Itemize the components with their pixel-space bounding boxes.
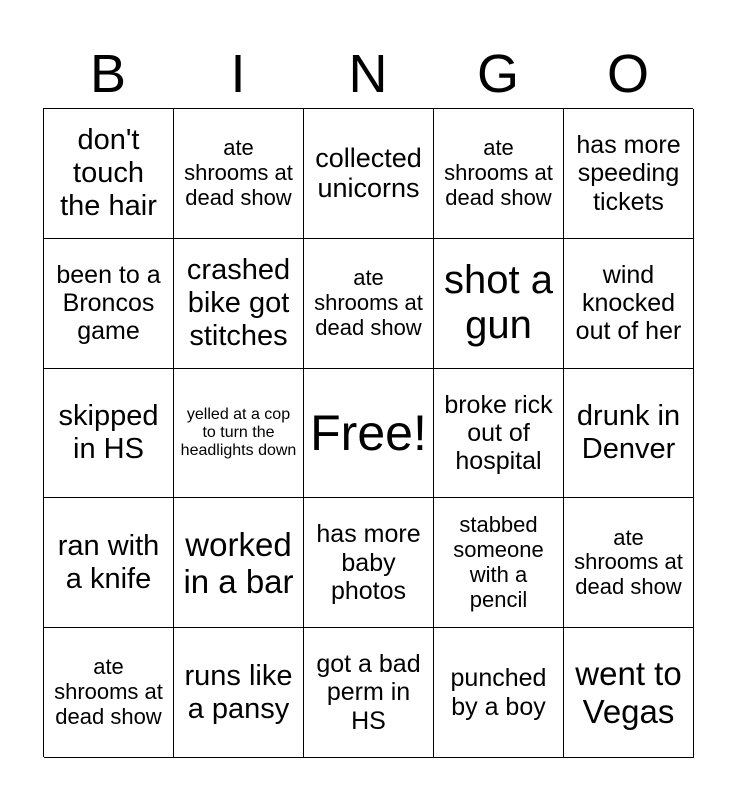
bingo-cell[interactable] (434, 628, 564, 758)
bingo-cell[interactable] (564, 109, 694, 239)
cell-text: shot a gun (444, 258, 553, 348)
cell-text: collected unicorns (315, 142, 422, 204)
cell-text: skipped in HS (58, 400, 159, 465)
bingo-cell[interactable] (44, 628, 174, 758)
bingo-header (43, 40, 693, 108)
cell-text: ate shrooms at dead show (444, 135, 553, 210)
free-space-text: Free! (310, 404, 427, 461)
cell-text: ate shrooms at dead show (184, 135, 293, 210)
bingo-cell[interactable] (44, 498, 174, 628)
cell-text: has more baby photos (316, 520, 421, 605)
bingo-cell[interactable] (304, 109, 434, 239)
bingo-cell[interactable] (174, 109, 304, 239)
bingo-cell[interactable] (304, 239, 434, 369)
cell-text: ran with a knife (57, 530, 160, 595)
cell-text: don't touch the hair (60, 124, 157, 222)
cell-text: stabbed someone with a pencil (453, 512, 544, 612)
cell-text: crashed bike got stitches (186, 254, 291, 352)
cell-text: ate shrooms at dead show (574, 524, 683, 600)
bingo-cell[interactable] (434, 239, 564, 369)
cell-text: wind knocked out of her (575, 260, 682, 346)
header-letter-o: O (606, 44, 649, 104)
cell-text: has more speeding tickets (576, 131, 681, 216)
cell-text: been to a Broncos game (56, 260, 161, 346)
cell-text: punched by a boy (450, 664, 547, 721)
bingo-cell[interactable] (564, 369, 694, 499)
bingo-board (43, 108, 693, 757)
cell-text: got a bad perm in HS (316, 650, 421, 735)
bingo-cell[interactable] (44, 109, 174, 239)
bingo-cell[interactable] (44, 369, 174, 499)
bingo-cell[interactable] (434, 109, 564, 239)
bingo-cell[interactable] (174, 369, 304, 499)
header-letter-i: I (230, 44, 246, 104)
cell-text: yelled at a cop to turn the headlights down (180, 405, 297, 460)
cell-text: went to Vegas (575, 655, 682, 730)
header-letter-b: B (89, 44, 127, 104)
cell-text: ate shrooms at dead show (54, 654, 163, 730)
bingo-cell[interactable] (304, 628, 434, 758)
cell-text: broke rick out of hospital (444, 390, 553, 476)
bingo-cell[interactable] (564, 628, 694, 758)
bingo-cell[interactable] (44, 239, 174, 369)
bingo-cell[interactable] (564, 498, 694, 628)
cell-text: ate shrooms at dead show (314, 264, 423, 340)
bingo-cell[interactable] (174, 628, 304, 758)
cell-text: worked in a bar (183, 525, 294, 600)
bingo-cell[interactable] (434, 369, 564, 499)
cell-text: runs like a pansy (184, 659, 293, 725)
header-letter-g: G (476, 44, 519, 104)
free-space[interactable] (304, 369, 434, 499)
bingo-cell[interactable] (174, 498, 304, 628)
bingo-cell[interactable] (304, 498, 434, 628)
bingo-cell[interactable] (174, 239, 304, 369)
bingo-cell[interactable] (434, 498, 564, 628)
bingo-cell[interactable] (564, 239, 694, 369)
header-letter-n: N (348, 44, 388, 104)
cell-text: drunk in Denver (576, 400, 681, 465)
